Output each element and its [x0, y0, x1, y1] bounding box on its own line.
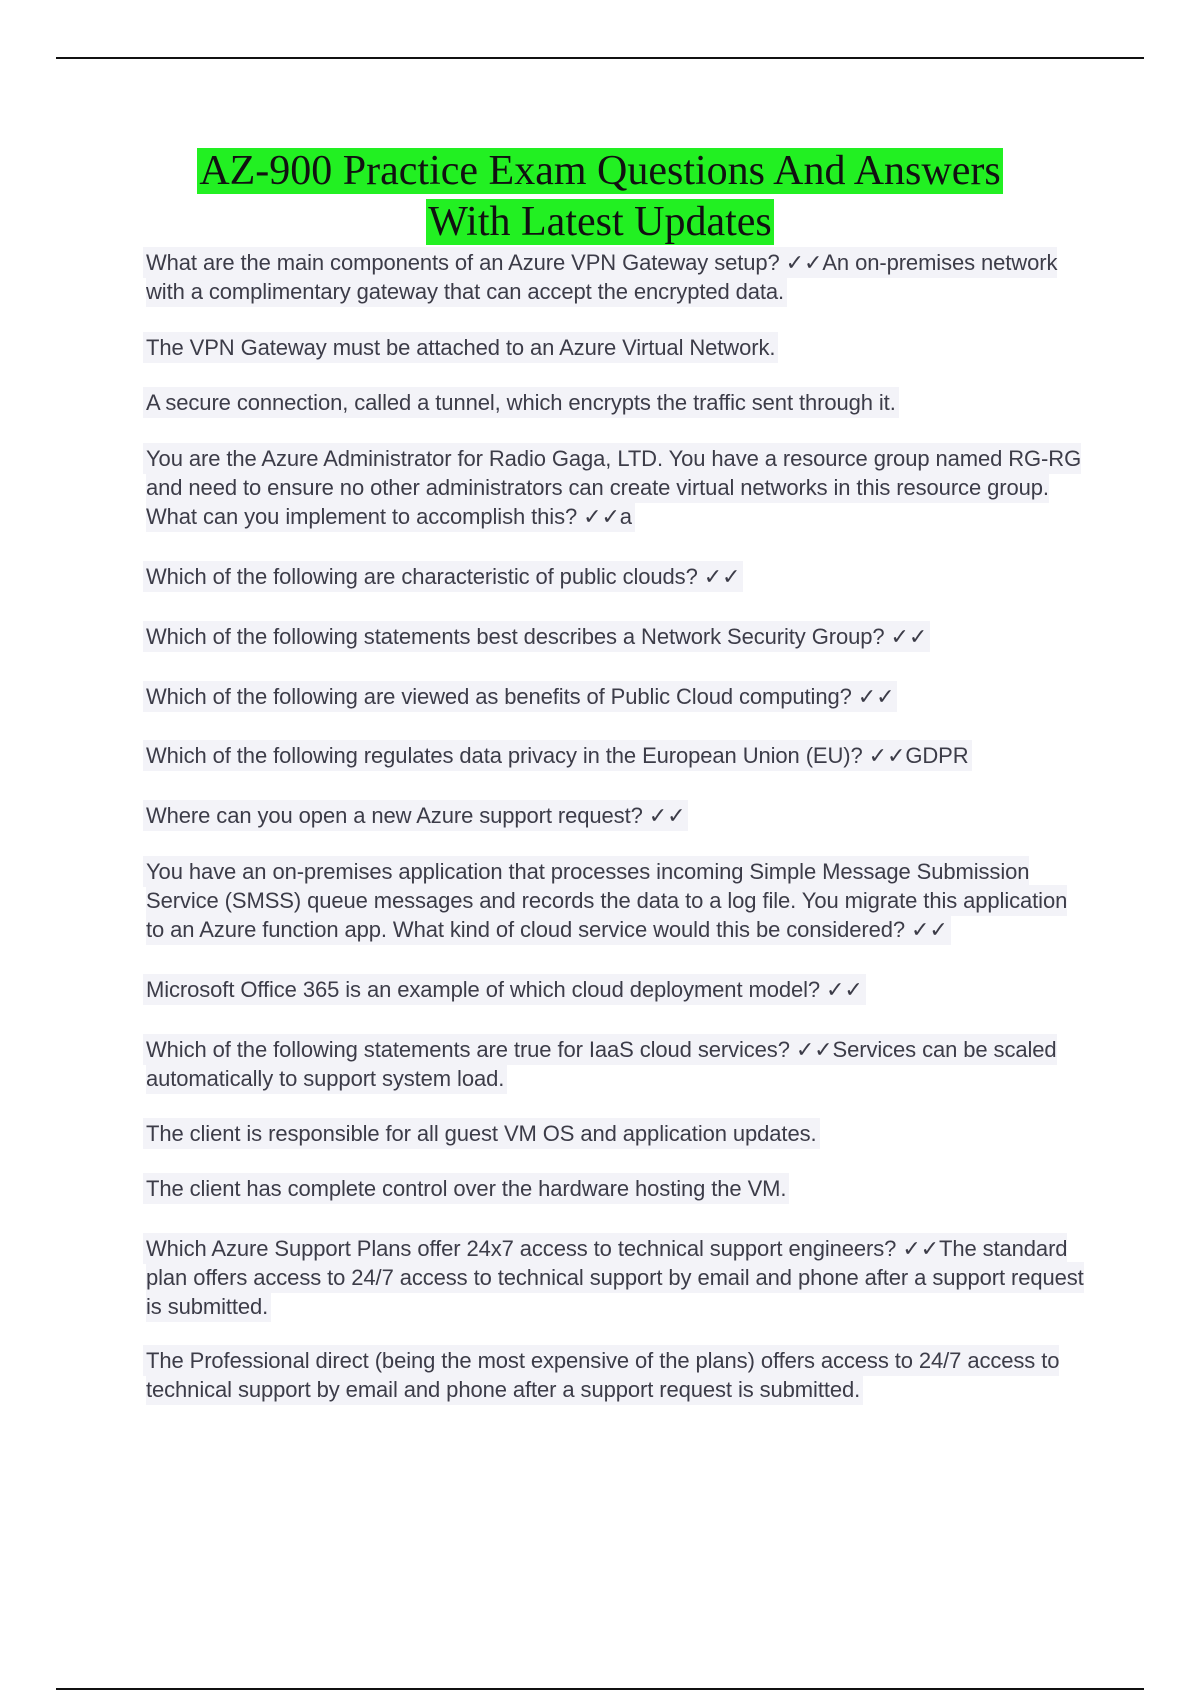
paragraph: Which Azure Support Plans offer 24x7 access to technical support engineers? ✓✓The standard plan offers access to 24/7 access to technical support by email and phone after a support request is submitted. — [146, 1236, 1084, 1319]
paragraph: Which of the following statements are true for IaaS cloud services? ✓✓Services can be scaled automatically to support system load. — [146, 1037, 1057, 1091]
paragraph: You have an on-premises application that processes incoming Simple Message Submission Service (SMSS) queue messages and records the data to a log file. You migrate this application to an Azure function app. What kind of cloud service would this be considered? ✓✓ — [146, 859, 1068, 942]
paragraph: The client has complete control over the hardware hosting the VM. — [146, 1176, 787, 1201]
paragraph: The VPN Gateway must be attached to an Azure Virtual Network. — [146, 335, 776, 360]
paragraph: Where can you open a new Azure support request? ✓✓ — [146, 803, 686, 828]
paragraph: A secure connection, called a tunnel, which encrypts the traffic sent through it. — [146, 390, 896, 415]
paragraph: Which of the following statements best describes a Network Security Group? ✓✓ — [146, 624, 928, 649]
page-title — [120, 146, 1080, 248]
paragraph: Which of the following regulates data privacy in the European Union (EU)? ✓✓GDPR — [146, 743, 969, 768]
top-rule — [56, 57, 1144, 59]
paragraph: Microsoft Office 365 is an example of which cloud deployment model? ✓✓ — [146, 977, 863, 1002]
title-line-2: With Latest Updates — [428, 199, 772, 245]
paragraph: What are the main components of an Azure VPN Gateway setup? ✓✓An on-premises network with a complimentary gateway that can accept the encrypted data. — [146, 250, 1058, 304]
paragraph: The Professional direct (being the most expensive of the plans) offers access to 24/7 access to technical support by email and phone after a support request is submitted. — [146, 1348, 1060, 1402]
paragraph: Which of the following are viewed as benefits of Public Cloud computing? ✓✓ — [146, 684, 895, 709]
paragraph: You are the Azure Administrator for Radio Gaga, LTD. You have a resource group named RG-RG and need to ensure no other administrators can create virtual networks in this resource group. What can you implement to accomplish this? ✓✓a — [146, 446, 1082, 529]
title-line-1: AZ-900 Practice Exam Questions And Answers — [199, 148, 1001, 194]
document-body — [146, 248, 1086, 1404]
bottom-rule — [56, 1688, 1144, 1690]
paragraph: Which of the following are characteristic of public clouds? ✓✓ — [146, 564, 741, 589]
paragraph: The client is responsible for all guest VM OS and application updates. — [146, 1121, 817, 1146]
